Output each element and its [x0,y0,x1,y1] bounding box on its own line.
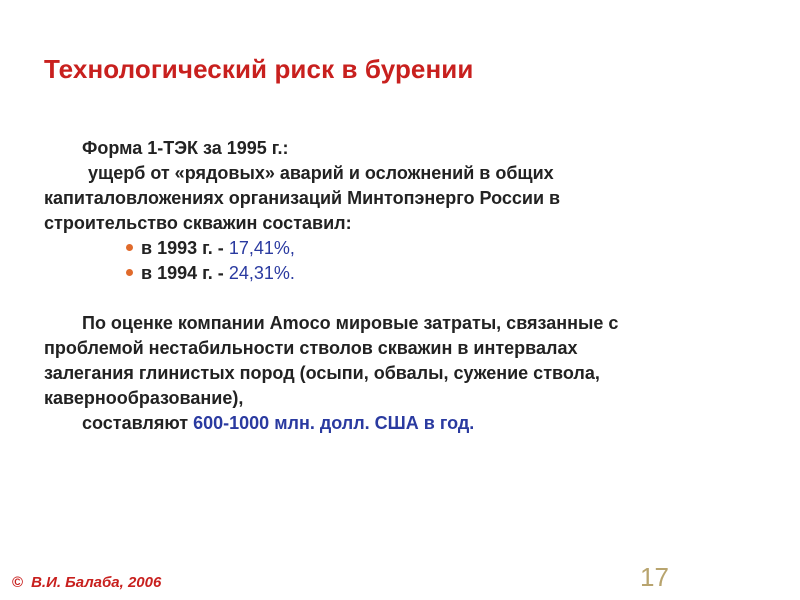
cost-line [44,411,764,436]
bullet-prefix: в 1994 г. - [141,263,229,283]
slide-body [44,136,764,436]
bullet-item-1993 [44,236,764,261]
paragraph-spacer [44,286,764,311]
damage-line-3: строительство скважин составил: [44,213,352,233]
cost-prefix: составляют [82,413,194,433]
copyright-icon: © [12,574,24,591]
bullet-item-1994 [44,261,764,286]
slide-title: Технологический риск в бурении [44,54,474,84]
form-heading: Форма 1-ТЭК за 1995 г.: [82,138,289,158]
bullet-dot-icon [126,269,133,276]
bullet-value: 17,41%, [228,238,295,258]
bullet-dot-icon [126,244,133,251]
damage-line-1: ущерб от «рядовых» аварий и осложнений в общих [88,163,554,183]
amoco-line-2: проблемой нестабильности стволов скважин в интервалах [44,338,578,358]
damage-line-2: капиталовложениях организаций Минтопэнерго России в [44,188,561,208]
amoco-line-4: кавернообразование), [44,388,244,408]
cost-value: 600-1000 млн. долл. США в год. [193,413,475,433]
bullet-prefix: в 1993 г. - [141,238,229,258]
footer-author: В.И. Балаба, 2006 [31,574,162,591]
amoco-line-1: По оценке компании Amoco мировые затраты, связанные с [82,313,619,333]
amoco-line-3: залегания глинистых пород (осыпи, обвалы, сужение ствола, [44,363,600,383]
footer-credit [12,574,161,591]
bullet-value: 24,31%. [228,263,295,283]
page-number: 17 [640,562,669,592]
